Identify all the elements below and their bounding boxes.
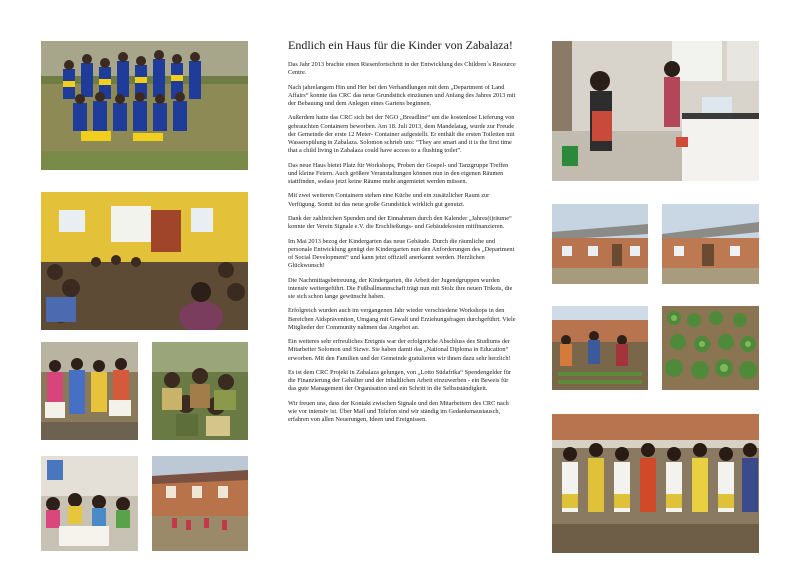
article: [288, 38, 518, 431]
community-hall-image: [41, 192, 248, 330]
photo-football-team: [41, 41, 248, 170]
photo-kitchen: [552, 41, 759, 181]
football-team-image: [41, 41, 248, 170]
article-paragraph-8: Die Nachmittagsbetreuung, der Kindergarten, die Arbeit der Jugendgruppen wurden intensiv weitergeführt. Die Fußballmannschaft trägt nun mit Stolz ihre neuen Trikots, die sie sich schon lange gewünscht haben.: [288, 276, 513, 300]
photo-vegetable-garden: [662, 306, 759, 390]
garden-workers-image: [552, 306, 648, 390]
photo-garden-workers: [552, 306, 648, 390]
article-paragraph-12: Wir freuen uns, dass der Kontakt zwischen Signale und den Mitarbeitern des CRC nach wie vor intensiv ist. Über Mail und Telefon sind wir ständig im Gedankenaustausch, erfahren von allen Neuerungen, Ideen und Ereignissen.: [288, 399, 509, 424]
article-paragraph-1: Das Jahr 2013 brachte einen Riesenfortschritt in der Entwicklung des Children´s Resource Centre.: [288, 61, 516, 77]
article-paragraph-5: Mit zwei weiteren Containern stehen eine Küche und ein zusätzlicher Raum zur Verfügung. Somit ist das neue große Grundstück wirklich gut genutzt.: [288, 192, 490, 208]
photo-school-yard: [152, 456, 248, 551]
container-house-1-image: [552, 204, 648, 284]
article-paragraph-2: Nach jahrelangem Hin und Her bei den Verhandlungen mit dem „Department of Land Affairs“ konnte das CRC das neue Grundstück einzäunen und Anfang des Jahres 2013 mit der Bebauung und dem Anlegen eines Gartens beginnen.: [288, 83, 516, 107]
article-paragraph-7: Im Mai 2013 bezog der Kindergarten das neue Gebäude. Durch die räumliche und personale Entwicklung genügt der Kindergarten nun den Anforderungen des „Department of Social Development“ und kann jetzt offiziell anerkannt werden. Herzlichen Glückwunsch!: [288, 237, 515, 270]
photo-container-house-1: [552, 204, 648, 284]
article-paragraph-10: Ein weiteres sehr erfreuliches Ereignis war der erfolgreiche Abschluss des Studiums der Mitarbeiter Solomon und Sizwe. Sie haben damit das „National Diploma in Education“ erworben. Mit den Familien und der Gemeinde gratulieren wir ihnen dazu sehr herzlich!: [288, 338, 511, 362]
photo-children-group: [152, 342, 248, 440]
kitchen-image: [552, 41, 759, 181]
kindergarten-class-image: [41, 456, 138, 551]
photo-gospel-group: [552, 414, 759, 553]
article-paragraph-6: Dank der zahlreichen Spenden und der Einnahmen durch den Kalender „Jahres(t)räume“ konnte der Verein Signale e.V. die Erschließungs- und Gebäudekosten mitfinanzieren.: [288, 214, 512, 231]
children-group-image: [152, 342, 248, 440]
article-paragraph-9: Erfolgreich wurden auch im vergangenen Jahr wieder verschiedene Workshops in den Bereichen Aidsprävention, Umgang mit Gewalt und Erziehungsfragen durchgeführt. Viele Mitglieder der Community nahmen das Angebot an.: [288, 307, 516, 331]
article-paragraph-3: Außerdem hatte das CRC sich bei der NGO „Breadline“ um die kostenlose Lieferung von gebrauchten Containern beworben. Am 18. Juli 2013, dem Mandelatag, wurde zur Freude der Gemeinde der erste 12 Meter- Container aufgestellt. Er enthält die ersten Toiletten mit Wasserspülung in Zabalaza. Solomon schrieb uns: “They are smart and it is the first time that a child living in Zabalaza could have access to a flushing toilet”.: [288, 114, 515, 155]
photo-community-hall: [41, 192, 248, 330]
photo-children-drawings: [41, 342, 138, 440]
school-yard-image: [152, 456, 248, 551]
article-paragraph-11: Es ist dem CRC Projekt in Zabalaza gelungen, von „Lotto Südafrika“ Spendengelder für die Finanzierung der Gehälter und der inhaltlichen Arbeit einzuwerben - ein Beweis für das gute Management der Organisation und ein Schritt in die Selbstständigkeit.: [288, 368, 511, 393]
photo-container-house-2: [662, 204, 759, 284]
children-drawings-image: [41, 342, 138, 440]
article-title: Endlich ein Haus für die Kinder von Zabalaza!: [288, 38, 513, 52]
gospel-group-image: [552, 414, 759, 553]
photo-kindergarten-class: [41, 456, 138, 551]
vegetable-garden-image: [662, 306, 759, 390]
container-house-2-image: [662, 204, 759, 284]
article-paragraph-4: Das neue Haus bietet Platz für Workshops, Proben der Gospel- und Tanzgruppe Treffen und kleine Feiern. Auch größere Veranstaltungen können nun in den eigenen Räumen stattfinden, sodass jetzt keine Räume mehr angemietet werden müssen.: [288, 161, 509, 185]
